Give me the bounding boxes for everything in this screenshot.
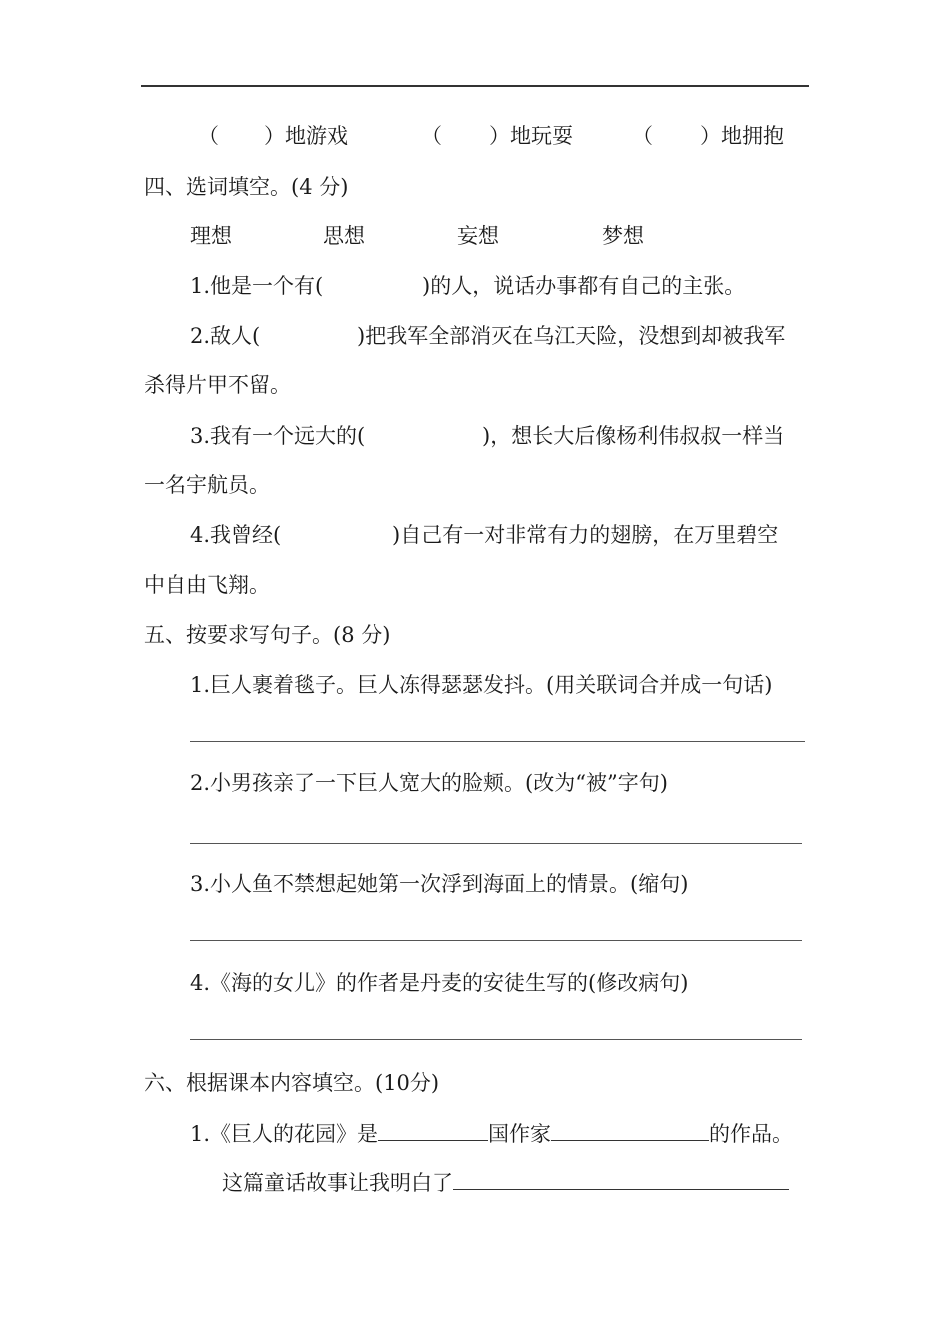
word-option-3: 妄想 [457, 224, 499, 248]
q6-1-line2-text: 这篇童话故事让我明白了 [222, 1171, 453, 1195]
q4-4-line2: 中自由飞翔。 [144, 573, 270, 597]
q4-2-end: )把我军全部消灭在乌江天险，没想到却被我军 [357, 324, 786, 348]
word-option-1: 理想 [190, 224, 232, 248]
q4-4-end: )自己有一对非常有力的翅膀，在万里碧空 [392, 523, 779, 547]
word-option-2: 思想 [323, 224, 365, 248]
q4-1-start: 1.他是一个有( [190, 274, 324, 298]
section-6-title: 六、根据课本内容填空。(10分) [144, 1071, 440, 1095]
q4-3-line2: 一名宇航员。 [144, 473, 270, 497]
q6-1-blank-lesson [453, 1171, 789, 1190]
adverb-play: ）地玩耍 [489, 124, 573, 148]
answer-line-5-2 [190, 843, 802, 844]
word-option-4: 梦想 [602, 224, 644, 248]
q5-2-text: 2.小男孩亲了一下巨人宽大的脸颊。(改为“被”字句) [190, 771, 668, 795]
paren-open-1: （ [198, 124, 219, 148]
q5-3-text: 3.小人鱼不禁想起她第一次浮到海面上的情景。(缩句) [190, 872, 689, 896]
q4-2-start: 2.敌人( [190, 324, 261, 348]
q6-1-text-b: 国作家 [488, 1122, 552, 1146]
q4-1-end: )的人，说话办事都有自己的主张。 [422, 274, 746, 298]
adverb-play-game: ）地游戏 [264, 124, 348, 148]
q4-3-end: )，想长大后像杨利伟叔叔一样当 [482, 424, 785, 448]
header-rule [141, 85, 809, 87]
q6-1-blank-author [551, 1122, 709, 1141]
q6-1-text-c: 的作品。 [709, 1122, 794, 1146]
adverb-hug: ）地拥抱 [700, 124, 784, 148]
q4-3-start: 3.我有一个远大的( [190, 424, 366, 448]
q4-4-start: 4.我曾经( [190, 523, 282, 547]
answer-line-5-4 [190, 1039, 802, 1040]
section-5-title: 五、按要求写句子。(8 分) [144, 623, 391, 647]
q5-4-text: 4.《海的女儿》的作者是丹麦的安徒生写的(修改病句) [190, 971, 689, 995]
q6-1-line2 [222, 1170, 789, 1196]
q6-1-blank-country [378, 1122, 488, 1141]
answer-line-5-1 [190, 741, 805, 742]
q5-1-text: 1.巨人裹着毯子。巨人冻得瑟瑟发抖。(用关联词合并成一句话) [190, 673, 773, 697]
answer-line-5-3 [190, 940, 802, 941]
paren-open-3: （ [632, 124, 653, 148]
q4-2-line2: 杀得片甲不留。 [144, 373, 291, 397]
q6-1-text-a: 1.《巨人的花园》是 [190, 1122, 379, 1146]
q6-1-line1 [190, 1121, 793, 1147]
section-4-title: 四、选词填空。(4 分) [144, 175, 349, 199]
paren-open-2: （ [421, 124, 442, 148]
